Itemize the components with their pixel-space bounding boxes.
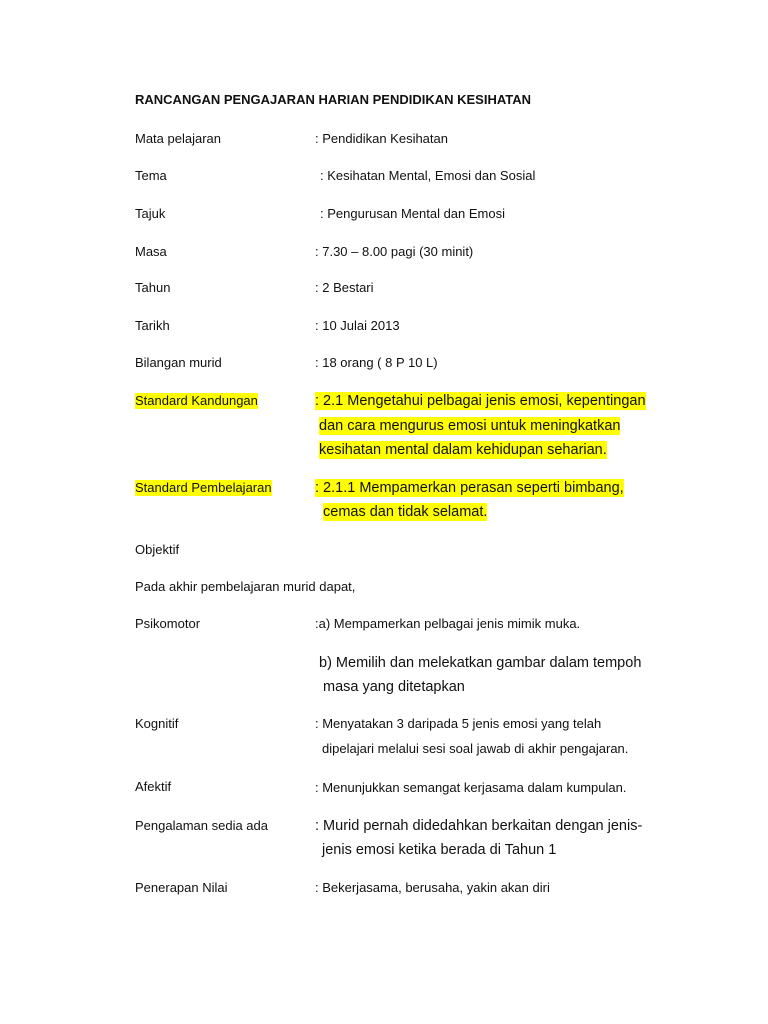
objektif-heading: Objektif xyxy=(135,542,180,557)
field-value-tarikh: : 10 Julai 2013 xyxy=(315,318,400,333)
pengalaman-line-1: : Murid pernah didedahkan berkaitan dengan jenis- xyxy=(315,818,643,834)
field-label-masa: Masa xyxy=(135,244,167,259)
penerapan-nilai-label: Penerapan Nilai xyxy=(135,880,228,895)
field-value-mata-pelajaran: : Pendidikan Kesihatan xyxy=(315,131,448,146)
psikomotor-item-a: :a) Mempamerkan pelbagai jenis mimik muka. xyxy=(315,616,581,631)
standard-kandungan-line-3: kesihatan mental dalam kehidupan seharian. xyxy=(319,442,607,458)
field-label-tahun: Tahun xyxy=(135,280,171,295)
standard-kandungan-line-2: dan cara mengurus emosi untuk meningkatkan xyxy=(319,418,621,434)
field-label-tema: Tema xyxy=(135,168,167,183)
field-label-tajuk: Tajuk xyxy=(135,206,166,221)
document-title: RANCANGAN PENGAJARAN HARIAN PENDIDIKAN KESIHATAN xyxy=(135,92,532,107)
afektif-label: Afektif xyxy=(135,779,172,794)
afektif-value: : Menunjukkan semangat kerjasama dalam kumpulan. xyxy=(315,780,627,795)
field-label-bilangan-murid: Bilangan murid xyxy=(135,355,222,370)
standard-pembelajaran-label: Standard Pembelajaran xyxy=(135,480,272,495)
psikomotor-item-b-line-2: masa yang ditetapkan xyxy=(323,679,465,695)
kognitif-line-1: : Menyatakan 3 daripada 5 jenis emosi yang telah xyxy=(315,716,602,731)
field-value-bilangan-murid: : 18 orang ( 8 P 10 L) xyxy=(315,355,438,370)
field-value-tema: : Kesihatan Mental, Emosi dan Sosial xyxy=(320,168,536,183)
psikomotor-item-b-line-1: b) Memilih dan melekatkan gambar dalam tempoh xyxy=(319,655,642,671)
standard-pembelajaran-line-1: : 2.1.1 Mempamerkan perasan seperti bimbang, xyxy=(315,480,624,496)
pengalaman-line-2: jenis emosi ketika berada di Tahun 1 xyxy=(322,842,557,858)
field-label-tarikh: Tarikh xyxy=(135,318,170,333)
psikomotor-label: Psikomotor xyxy=(135,616,201,631)
penerapan-nilai-value: : Bekerjasama, berusaha, yakin akan diri xyxy=(315,880,550,895)
standard-kandungan-label: Standard Kandungan xyxy=(135,393,258,408)
standard-kandungan-line-1: : 2.1 Mengetahui pelbagai jenis emosi, kepentingan xyxy=(315,393,646,409)
field-value-tahun: : 2 Bestari xyxy=(315,280,374,295)
field-value-masa: : 7.30 – 8.00 pagi (30 minit) xyxy=(315,244,474,259)
standard-pembelajaran-line-2: cemas dan tidak selamat. xyxy=(323,504,488,520)
field-label-mata-pelajaran: Mata pelajaran xyxy=(135,131,221,146)
field-value-tajuk: : Pengurusan Mental dan Emosi xyxy=(320,206,505,221)
kognitif-label: Kognitif xyxy=(135,716,179,731)
objektif-intro: Pada akhir pembelajaran murid dapat, xyxy=(135,579,356,594)
kognitif-line-2: dipelajari melalui sesi soal jawab di akhir pengajaran. xyxy=(322,741,629,756)
pengalaman-label: Pengalaman sedia ada xyxy=(135,818,268,833)
